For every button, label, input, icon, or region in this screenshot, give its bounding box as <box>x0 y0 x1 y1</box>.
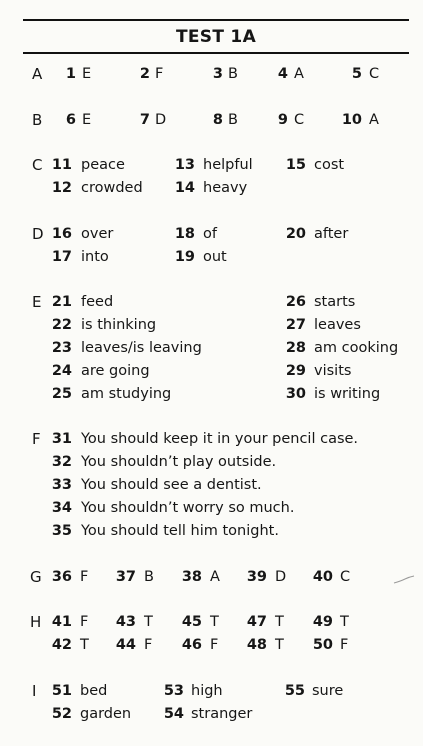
answer-value: F <box>80 569 89 585</box>
section-letter-h: H <box>30 613 42 631</box>
answer-value: over <box>81 226 114 242</box>
answer-number: 24 <box>51 363 72 379</box>
pencil-mark <box>393 575 415 585</box>
answer-value: high <box>191 683 223 699</box>
answer-value: C <box>340 569 351 585</box>
answer-number: 52 <box>51 706 72 722</box>
answer-value: T <box>275 614 284 630</box>
answer-number: 32 <box>51 454 72 470</box>
answer-number: 14 <box>174 180 195 196</box>
answer-number: 44 <box>115 637 136 653</box>
section-letter-d: D <box>32 225 44 243</box>
answer-value: garden <box>80 706 132 722</box>
answer-value: stranger <box>191 706 253 722</box>
section-letter-b: B <box>32 111 43 129</box>
answer-value: T <box>80 637 89 653</box>
answer-value: F <box>210 637 219 653</box>
answer-number: 18 <box>174 226 195 242</box>
answer-number: 15 <box>285 157 306 173</box>
answer-value: starts <box>314 294 356 310</box>
answer-number: 48 <box>246 637 267 653</box>
answer-value: peace <box>81 157 125 173</box>
answer-number: 16 <box>51 226 72 242</box>
answer-value: T <box>144 614 153 630</box>
answer-value: E <box>82 112 92 128</box>
answer-number: 22 <box>51 317 72 333</box>
answer-value: bed <box>80 683 108 699</box>
answer-value: C <box>294 112 305 128</box>
answer-value: B <box>228 112 238 128</box>
answer-value: You should tell him tonight. <box>81 523 279 539</box>
answer-number: 10 <box>341 112 362 128</box>
answer-value: A <box>294 66 304 82</box>
answer-number: 21 <box>51 294 72 310</box>
answer-number: 36 <box>51 569 72 585</box>
answer-number: 11 <box>51 157 72 173</box>
answer-value: T <box>340 614 349 630</box>
answer-value: A <box>369 112 379 128</box>
answer-value: F <box>155 66 164 82</box>
answer-number: 51 <box>51 683 72 699</box>
answer-value: feed <box>81 294 114 310</box>
answer-number: 9 <box>277 112 288 128</box>
answer-number: 54 <box>163 706 184 722</box>
section-letter-g: G <box>30 568 42 586</box>
answer-number: 31 <box>51 431 72 447</box>
answer-number: 13 <box>174 157 195 173</box>
answer-number: 1 <box>65 66 76 82</box>
answer-value: D <box>155 112 167 128</box>
answer-value: F <box>80 614 89 630</box>
answer-number: 28 <box>285 340 306 356</box>
answer-value: helpful <box>203 157 253 173</box>
title-bottom-rule <box>23 52 409 54</box>
answer-number: 43 <box>115 614 136 630</box>
answer-number: 45 <box>181 614 202 630</box>
section-letter-i: I <box>32 682 37 700</box>
answer-value: You shouldn’t worry so much. <box>81 500 295 516</box>
top-rule <box>23 19 409 21</box>
answer-number: 23 <box>51 340 72 356</box>
answer-value: crowded <box>81 180 143 196</box>
answer-value: T <box>210 614 219 630</box>
answer-number: 49 <box>312 614 333 630</box>
answer-number: 5 <box>351 66 362 82</box>
answer-value: You shouldn’t play outside. <box>81 454 277 470</box>
answer-value: You should see a dentist. <box>81 477 262 493</box>
answer-number: 8 <box>212 112 223 128</box>
answer-value: T <box>275 637 284 653</box>
answer-number: 2 <box>139 66 150 82</box>
answer-number: 55 <box>284 683 305 699</box>
answer-value: E <box>82 66 92 82</box>
answer-number: 26 <box>285 294 306 310</box>
answer-value: are going <box>81 363 150 379</box>
answer-value: am cooking <box>314 340 399 356</box>
answer-number: 33 <box>51 477 72 493</box>
answer-number: 41 <box>51 614 72 630</box>
answer-value: A <box>210 569 220 585</box>
answer-number: 25 <box>51 386 72 402</box>
answer-value: after <box>314 226 349 242</box>
answer-number: 29 <box>285 363 306 379</box>
answer-number: 34 <box>51 500 72 516</box>
section-letter-e: E <box>32 293 42 311</box>
answer-value: is thinking <box>81 317 157 333</box>
answer-number: 12 <box>51 180 72 196</box>
section-letter-f: F <box>32 430 41 448</box>
answer-value: F <box>340 637 349 653</box>
section-letter-c: C <box>32 156 43 174</box>
answer-number: 20 <box>285 226 306 242</box>
answer-number: 37 <box>115 569 136 585</box>
answer-number: 35 <box>51 523 72 539</box>
answer-value: into <box>81 249 109 265</box>
answer-number: 6 <box>65 112 76 128</box>
answer-number: 42 <box>51 637 72 653</box>
answer-number: 3 <box>212 66 223 82</box>
answer-value: You should keep it in your pencil case. <box>81 431 359 447</box>
answer-value: heavy <box>203 180 248 196</box>
answer-value: visits <box>314 363 352 379</box>
answer-number: 40 <box>312 569 333 585</box>
answer-value: am studying <box>81 386 172 402</box>
answer-number: 46 <box>181 637 202 653</box>
answer-value: B <box>228 66 238 82</box>
answer-value: is writing <box>314 386 381 402</box>
answer-value: F <box>144 637 153 653</box>
answer-number: 17 <box>51 249 72 265</box>
answer-number: 39 <box>246 569 267 585</box>
answer-number: 53 <box>163 683 184 699</box>
answer-value: C <box>369 66 380 82</box>
answer-value: cost <box>314 157 345 173</box>
answer-number: 47 <box>246 614 267 630</box>
answer-value: sure <box>312 683 344 699</box>
page-title: TEST 1A <box>175 27 257 47</box>
answer-value: D <box>275 569 287 585</box>
answer-value: B <box>144 569 154 585</box>
answer-number: 50 <box>312 637 333 653</box>
answer-value: leaves <box>314 317 361 333</box>
answer-number: 19 <box>174 249 195 265</box>
answer-value: of <box>203 226 217 242</box>
answer-number: 27 <box>285 317 306 333</box>
answer-number: 4 <box>277 66 288 82</box>
answer-number: 30 <box>285 386 306 402</box>
answer-value: leaves/is leaving <box>81 340 202 356</box>
answer-number: 7 <box>139 112 150 128</box>
answer-number: 38 <box>181 569 202 585</box>
section-letter-a: A <box>32 65 43 83</box>
answer-value: out <box>203 249 227 265</box>
